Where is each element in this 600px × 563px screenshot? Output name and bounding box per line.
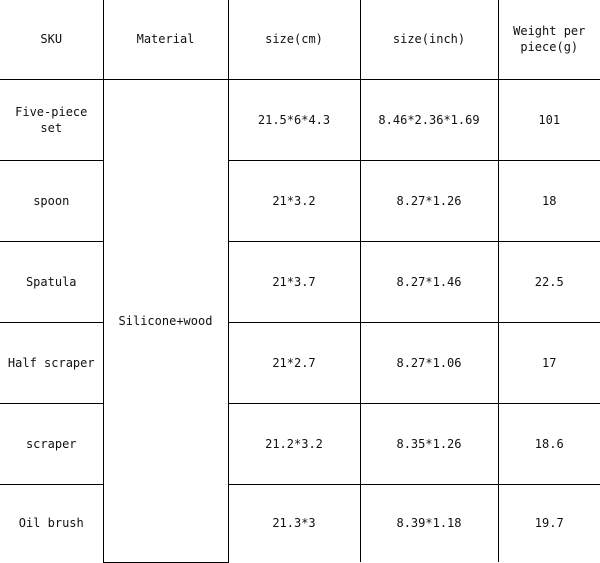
header-sku: SKU [0,0,103,79]
cell-sku: Oil brush [0,484,103,562]
header-size-cm: size(cm) [228,0,360,79]
cell-weight: 19.7 [498,484,600,562]
cell-size-inch: 8.46*2.36*1.69 [360,79,498,160]
cell-size-cm: 21*2.7 [228,322,360,403]
table-row [0,403,600,484]
cell-weight: 18.6 [498,403,600,484]
table-row [0,241,600,322]
cell-sku: scraper [0,403,103,484]
cell-weight: 101 [498,79,600,160]
cell-weight: 18 [498,160,600,241]
cell-size-cm: 21.3*3 [228,484,360,562]
cell-size-cm: 21.2*3.2 [228,403,360,484]
cell-material: Silicone+wood [103,79,228,562]
cell-size-inch: 8.35*1.26 [360,403,498,484]
header-size-inch: size(inch) [360,0,498,79]
cell-size-inch: 8.27*1.46 [360,241,498,322]
cell-size-inch: 8.27*1.26 [360,160,498,241]
table-row [0,322,600,403]
cell-size-inch: 8.27*1.06 [360,322,498,403]
table-header-row [0,0,600,79]
cell-sku: Spatula [0,241,103,322]
header-weight: Weight per piece(g) [498,0,600,79]
cell-weight: 22.5 [498,241,600,322]
header-material: Material [103,0,228,79]
cell-size-cm: 21*3.2 [228,160,360,241]
cell-size-cm: 21*3.7 [228,241,360,322]
cell-weight: 17 [498,322,600,403]
table-row [0,79,600,160]
cell-sku: Half scraper [0,322,103,403]
cell-sku: Five-piece set [0,79,103,160]
cell-size-cm: 21.5*6*4.3 [228,79,360,160]
table-row [0,160,600,241]
table-row [0,484,600,562]
cell-sku: spoon [0,160,103,241]
cell-size-inch: 8.39*1.18 [360,484,498,562]
